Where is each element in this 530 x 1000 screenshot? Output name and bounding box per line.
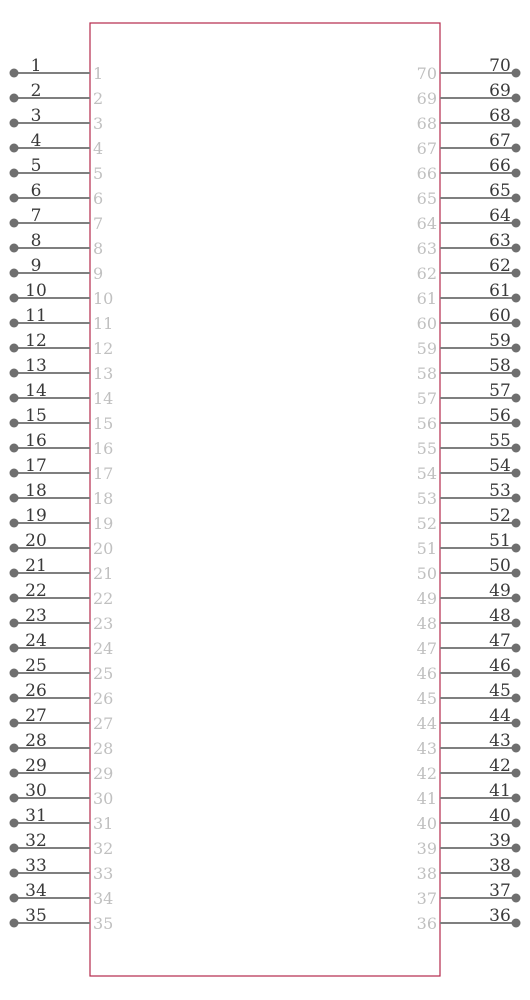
pin-number-inner: 49 (416, 589, 437, 608)
pin-number-outer: 9 (30, 256, 42, 276)
pin-endpoint-dot (512, 394, 521, 403)
pin-endpoint-dot (512, 419, 521, 428)
pin-number-inner: 36 (416, 914, 437, 933)
pin-number-inner: 30 (93, 789, 114, 808)
pin-number-inner: 35 (93, 914, 114, 933)
pin-endpoint-dot (512, 144, 521, 153)
pin-number-inner: 25 (93, 664, 114, 683)
pin-number-outer: 22 (25, 581, 47, 601)
pin-number-outer: 54 (489, 456, 511, 476)
pin-number-inner: 4 (93, 139, 104, 158)
pin-number-inner: 20 (93, 539, 114, 558)
pin-number-inner: 33 (93, 864, 114, 883)
pin-number-outer: 70 (489, 56, 511, 76)
pin-number-inner: 59 (416, 339, 437, 358)
pin-endpoint-dot (512, 244, 521, 253)
pin-number-outer: 64 (489, 206, 511, 226)
pin-number-inner: 64 (416, 214, 437, 233)
pin-number-inner: 1 (93, 64, 104, 83)
pin-number-inner: 62 (416, 264, 437, 283)
pin-number-inner: 50 (416, 564, 437, 583)
pin-endpoint-dot (512, 269, 521, 278)
pin-endpoint-dot (10, 644, 19, 653)
pin-number-outer: 32 (25, 831, 47, 851)
pin-number-inner: 16 (93, 439, 114, 458)
pin-number-outer: 45 (489, 681, 511, 701)
pin-number-outer: 63 (489, 231, 511, 251)
pin-endpoint-dot (512, 494, 521, 503)
pin-endpoint-dot (512, 569, 521, 578)
pin-endpoint-dot (10, 119, 19, 128)
pin-number-outer: 60 (489, 306, 511, 326)
pin-number-outer: 13 (25, 356, 47, 376)
pin-number-outer: 38 (489, 856, 511, 876)
pin-number-outer: 39 (489, 831, 511, 851)
pin-endpoint-dot (10, 69, 19, 78)
pin-endpoint-dot (10, 569, 19, 578)
pin-endpoint-dot (512, 594, 521, 603)
pin-number-outer: 46 (489, 656, 511, 676)
pin-number-outer: 30 (25, 781, 47, 801)
pin-endpoint-dot (10, 844, 19, 853)
pin-number-inner: 12 (93, 339, 114, 358)
pin-number-inner: 65 (416, 189, 437, 208)
pin-number-outer: 59 (489, 331, 511, 351)
pin-endpoint-dot (10, 444, 19, 453)
pin-number-inner: 8 (93, 239, 104, 258)
pin-number-inner: 53 (416, 489, 437, 508)
pin-number-inner: 2 (93, 89, 104, 108)
pin-number-inner: 42 (416, 764, 437, 783)
pin-endpoint-dot (10, 469, 19, 478)
pin-number-inner: 22 (93, 589, 114, 608)
pin-number-inner: 68 (416, 114, 437, 133)
pin-number-outer: 40 (489, 806, 511, 826)
pin-number-inner: 5 (93, 164, 104, 183)
pin-number-outer: 2 (30, 81, 42, 101)
pin-number-outer: 33 (25, 856, 47, 876)
pin-number-inner: 7 (93, 214, 104, 233)
pin-number-outer: 29 (25, 756, 47, 776)
pin-number-outer: 43 (489, 731, 511, 751)
pin-endpoint-dot (10, 919, 19, 928)
pin-number-inner: 46 (416, 664, 437, 683)
pin-endpoint-dot (10, 869, 19, 878)
pin-endpoint-dot (512, 669, 521, 678)
pin-number-outer: 51 (489, 531, 511, 551)
pin-endpoint-dot (512, 644, 521, 653)
pin-endpoint-dot (512, 319, 521, 328)
pin-number-inner: 61 (416, 289, 437, 308)
pin-endpoint-dot (512, 544, 521, 553)
pin-endpoint-dot (10, 894, 19, 903)
pin-endpoint-dot (512, 294, 521, 303)
pin-number-outer: 18 (25, 481, 47, 501)
pin-number-inner: 28 (93, 739, 114, 758)
pin-number-outer: 48 (489, 606, 511, 626)
pin-endpoint-dot (512, 444, 521, 453)
pin-number-inner: 15 (93, 414, 114, 433)
pin-endpoint-dot (10, 244, 19, 253)
pin-endpoint-dot (10, 769, 19, 778)
pin-number-inner: 51 (416, 539, 437, 558)
pin-number-inner: 18 (93, 489, 114, 508)
pin-number-outer: 66 (489, 156, 511, 176)
pin-number-outer: 68 (489, 106, 511, 126)
pin-number-inner: 70 (416, 64, 437, 83)
pin-number-inner: 43 (416, 739, 437, 758)
pin-number-outer: 4 (30, 131, 42, 151)
pin-number-inner: 26 (93, 689, 114, 708)
pin-number-outer: 58 (489, 356, 511, 376)
pin-number-inner: 57 (416, 389, 437, 408)
pin-number-outer: 14 (25, 381, 47, 401)
pin-number-inner: 31 (93, 814, 114, 833)
pin-number-inner: 17 (93, 464, 114, 483)
pin-endpoint-dot (10, 519, 19, 528)
pin-endpoint-dot (10, 194, 19, 203)
pin-number-outer: 35 (25, 906, 47, 926)
pin-number-outer: 3 (30, 106, 42, 126)
pin-endpoint-dot (512, 69, 521, 78)
pin-endpoint-dot (512, 744, 521, 753)
pin-number-inner: 41 (416, 789, 437, 808)
pin-number-outer: 24 (25, 631, 47, 651)
pin-number-outer: 62 (489, 256, 511, 276)
pin-number-outer: 34 (25, 881, 47, 901)
pin-endpoint-dot (10, 94, 19, 103)
pin-number-inner: 23 (93, 614, 114, 633)
pin-number-inner: 63 (416, 239, 437, 258)
pin-number-outer: 42 (489, 756, 511, 776)
pin-number-outer: 56 (489, 406, 511, 426)
pin-endpoint-dot (10, 269, 19, 278)
pin-number-inner: 54 (416, 464, 437, 483)
pin-number-inner: 37 (416, 889, 437, 908)
pin-endpoint-dot (512, 694, 521, 703)
pin-endpoint-dot (10, 744, 19, 753)
pin-number-outer: 52 (489, 506, 511, 526)
pin-number-inner: 48 (416, 614, 437, 633)
pin-number-outer: 20 (25, 531, 47, 551)
pin-endpoint-dot (512, 219, 521, 228)
pin-number-inner: 9 (93, 264, 104, 283)
pin-endpoint-dot (10, 494, 19, 503)
pin-endpoint-dot (512, 769, 521, 778)
pin-endpoint-dot (512, 619, 521, 628)
pin-endpoint-dot (10, 144, 19, 153)
pin-number-inner: 32 (93, 839, 114, 858)
pin-endpoint-dot (512, 169, 521, 178)
pin-endpoint-dot (512, 519, 521, 528)
pin-number-inner: 11 (93, 314, 114, 333)
pin-number-outer: 61 (489, 281, 511, 301)
pin-number-outer: 27 (25, 706, 47, 726)
pin-number-outer: 47 (489, 631, 511, 651)
pin-number-outer: 21 (25, 556, 47, 576)
pin-endpoint-dot (10, 294, 19, 303)
pin-endpoint-dot (512, 819, 521, 828)
pin-number-inner: 56 (416, 414, 437, 433)
pin-number-inner: 19 (93, 514, 114, 533)
pin-number-outer: 55 (489, 431, 511, 451)
pin-endpoint-dot (512, 919, 521, 928)
pin-number-outer: 19 (25, 506, 47, 526)
pin-number-inner: 69 (416, 89, 437, 108)
pin-number-inner: 6 (93, 189, 104, 208)
pin-endpoint-dot (512, 94, 521, 103)
pin-endpoint-dot (512, 719, 521, 728)
pin-number-inner: 52 (416, 514, 437, 533)
pin-endpoint-dot (512, 844, 521, 853)
pin-endpoint-dot (10, 219, 19, 228)
pin-number-outer: 69 (489, 81, 511, 101)
pin-number-inner: 55 (416, 439, 437, 458)
pin-endpoint-dot (10, 669, 19, 678)
pin-number-inner: 24 (93, 639, 114, 658)
pin-endpoint-dot (10, 794, 19, 803)
pin-number-outer: 15 (25, 406, 47, 426)
pin-endpoint-dot (512, 369, 521, 378)
pin-number-outer: 23 (25, 606, 47, 626)
pin-endpoint-dot (10, 369, 19, 378)
pin-number-outer: 31 (25, 806, 47, 826)
pin-number-inner: 58 (416, 364, 437, 383)
pin-number-outer: 67 (489, 131, 511, 151)
pin-number-outer: 7 (30, 206, 42, 226)
pin-number-outer: 57 (489, 381, 511, 401)
pin-number-inner: 38 (416, 864, 437, 883)
pin-endpoint-dot (512, 794, 521, 803)
pin-number-outer: 49 (489, 581, 511, 601)
pin-number-outer: 12 (25, 331, 47, 351)
pin-endpoint-dot (10, 544, 19, 553)
pin-endpoint-dot (512, 894, 521, 903)
pin-endpoint-dot (512, 119, 521, 128)
pin-number-outer: 5 (30, 156, 42, 176)
pin-number-inner: 39 (416, 839, 437, 858)
pin-number-outer: 36 (489, 906, 511, 926)
pin-number-inner: 27 (93, 714, 114, 733)
pin-number-inner: 40 (416, 814, 437, 833)
pin-endpoint-dot (10, 344, 19, 353)
pin-number-outer: 44 (489, 706, 511, 726)
pin-number-inner: 13 (93, 364, 114, 383)
pin-number-outer: 8 (30, 231, 42, 251)
pin-number-outer: 37 (489, 881, 511, 901)
pin-number-inner: 44 (416, 714, 437, 733)
pin-endpoint-dot (512, 194, 521, 203)
pin-number-outer: 17 (25, 456, 47, 476)
pin-number-inner: 10 (93, 289, 114, 308)
pin-endpoint-dot (10, 694, 19, 703)
pin-number-outer: 50 (489, 556, 511, 576)
pin-endpoint-dot (10, 419, 19, 428)
pin-endpoint-dot (512, 869, 521, 878)
pin-number-outer: 65 (489, 181, 511, 201)
pin-number-outer: 1 (30, 56, 42, 76)
pin-number-outer: 16 (25, 431, 47, 451)
pin-number-inner: 3 (93, 114, 104, 133)
pin-number-outer: 28 (25, 731, 47, 751)
pin-number-inner: 66 (416, 164, 437, 183)
pin-number-outer: 10 (25, 281, 47, 301)
pin-endpoint-dot (10, 394, 19, 403)
pin-number-outer: 25 (25, 656, 47, 676)
pin-number-outer: 53 (489, 481, 511, 501)
pin-number-inner: 14 (93, 389, 114, 408)
pin-endpoint-dot (512, 344, 521, 353)
pin-endpoint-dot (10, 819, 19, 828)
pin-number-outer: 11 (25, 306, 47, 326)
pin-endpoint-dot (10, 169, 19, 178)
pin-number-inner: 29 (93, 764, 114, 783)
pin-endpoint-dot (10, 619, 19, 628)
pin-number-inner: 34 (93, 889, 114, 908)
pin-endpoint-dot (10, 719, 19, 728)
pin-endpoint-dot (10, 594, 19, 603)
pin-number-outer: 41 (489, 781, 511, 801)
pin-number-inner: 60 (416, 314, 437, 333)
pin-endpoint-dot (10, 319, 19, 328)
pin-number-inner: 45 (416, 689, 437, 708)
pin-number-inner: 47 (416, 639, 437, 658)
pin-number-inner: 67 (416, 139, 437, 158)
pin-number-outer: 26 (25, 681, 47, 701)
pin-number-inner: 21 (93, 564, 114, 583)
pin-number-outer: 6 (30, 181, 42, 201)
pin-endpoint-dot (512, 469, 521, 478)
